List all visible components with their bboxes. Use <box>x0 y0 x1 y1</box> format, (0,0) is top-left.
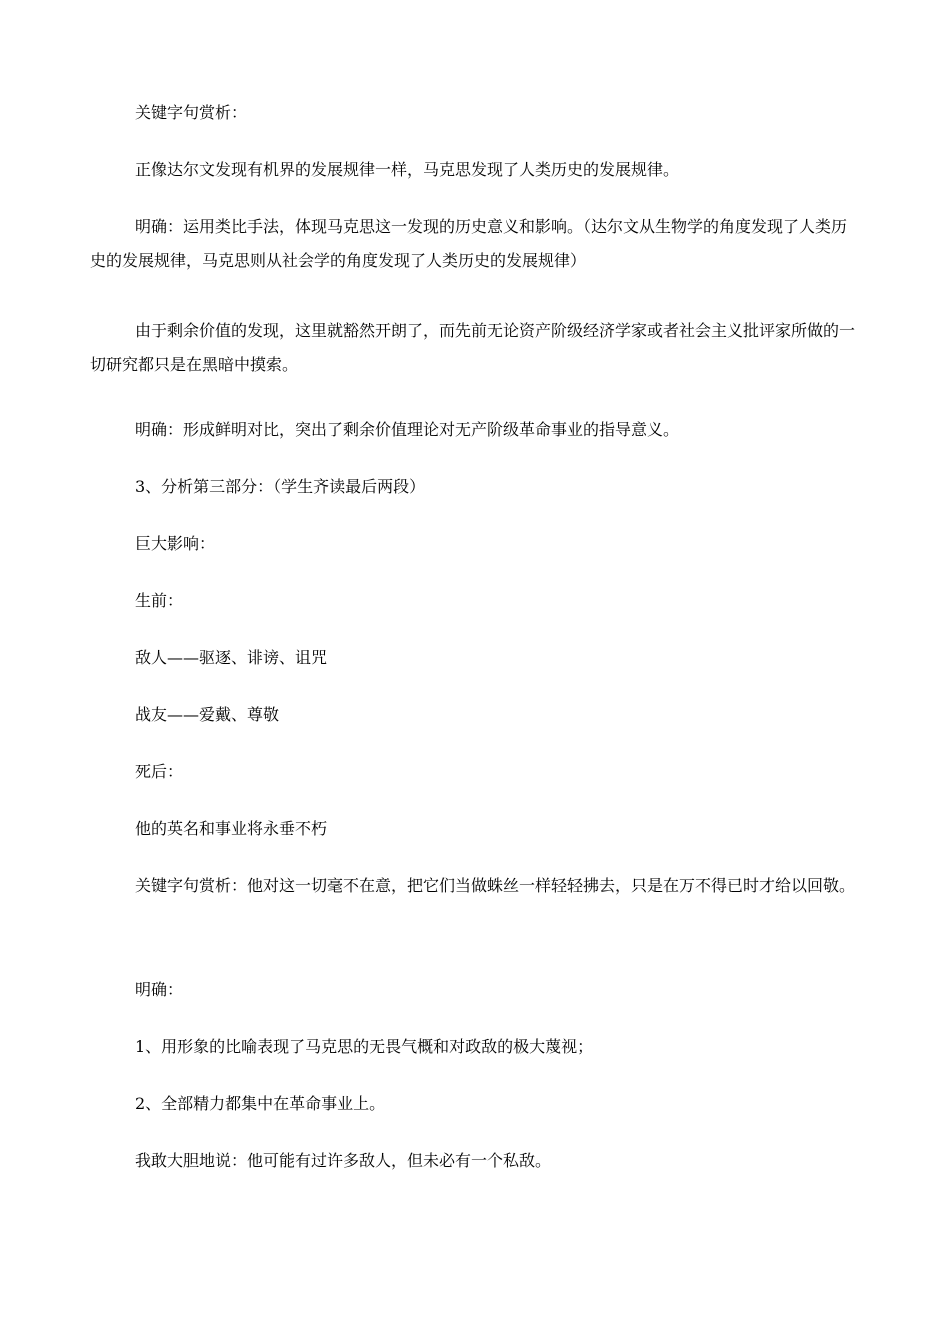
paragraph-comrades: 战友——爱戴、尊敬 <box>135 705 280 724</box>
paragraph-enemies: 敌人——驱逐、诽谤、诅咒 <box>135 648 328 667</box>
paragraph-immortal-name: 他的英名和事业将永垂不朽 <box>135 819 328 838</box>
paragraph-during-life: 生前： <box>135 591 184 610</box>
paragraph-contrast-explanation: 明确：形成鲜明对比，突出了剩余价值理论对无产阶级革命事业的指导意义。 <box>135 420 680 439</box>
paragraph-after-death: 死后： <box>135 762 184 781</box>
paragraph-key-sentence-heading-2: 关键字句赏析：他对这一切毫不在意，把它们当做蛛丝一样轻轻拂去，只是在万不得已时才给以回敬。 <box>135 876 856 895</box>
paragraph-analogy-explanation: 明确：运用类比手法，体现马克思这一发现的历史意义和影响。（达尔文从生物学的角度发现了人类历史的发展规律，马克思则从社会学的角度发现了人类历史的发展规律） <box>90 217 848 270</box>
paragraph-private-enemy-quote: 我敢大胆地说：他可能有过许多敌人，但未必有一个私敌。 <box>135 1151 552 1170</box>
paragraph-darwin-analogy-quote: 正像达尔文发现有机界的发展规律一样，马克思发现了人类历史的发展规律。 <box>135 160 680 179</box>
paragraph-clarification-heading: 明确： <box>135 980 184 999</box>
paragraph-great-influence: 巨大影响： <box>135 534 216 553</box>
paragraph-part-three-heading: 3、分析第三部分：（学生齐读最后两段） <box>135 477 426 496</box>
paragraph-point-two: 2、全部精力都集中在革命事业上。 <box>135 1094 386 1113</box>
paragraph-point-one: 1、用形象的比喻表现了马克思的无畏气概和对政敌的极大蔑视； <box>135 1037 594 1056</box>
paragraph-surplus-value-quote: 由于剩余价值的发现，这里就豁然开朗了，而先前无论资产阶级经济学家或者社会主义批评家所做的一切研究都只是在黑暗中摸索。 <box>90 321 856 374</box>
paragraph-key-sentence-heading-1: 关键字句赏析： <box>135 103 248 122</box>
